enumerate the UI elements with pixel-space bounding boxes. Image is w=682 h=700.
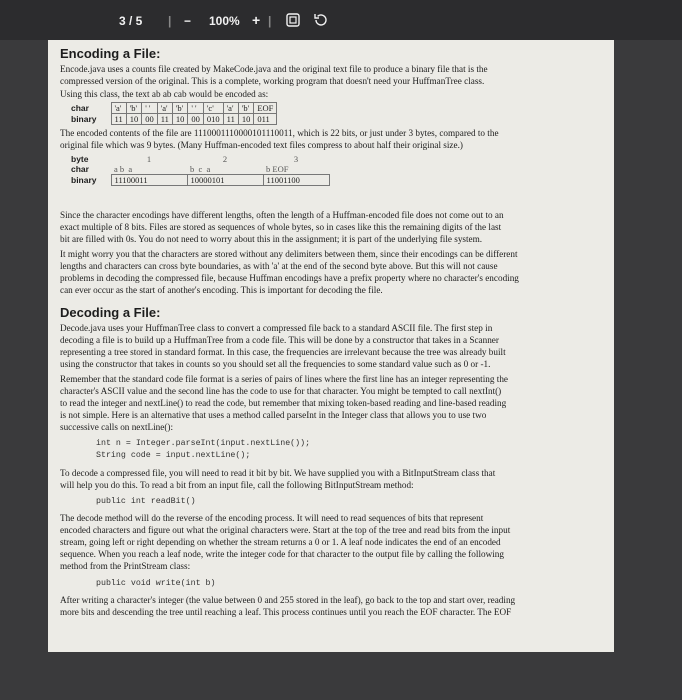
encoding-para1-line2: compressed version of the original. This is a complete, working program that doesn't need your HuffmanTree class. — [60, 76, 485, 86]
encoding-para3-line3: bit are filled with 0s. You do not need to worry about this in the assignment; it is part of the underlying file system. — [60, 234, 483, 244]
byte-number: 1 — [146, 154, 152, 164]
byte-label: byte — [71, 154, 89, 164]
code-cell: 010 — [203, 114, 223, 125]
decoding-para4-line1: The decode method will do the reverse of the encoding process. It will need to read sequences of bits that represent — [60, 513, 484, 523]
encoding-para4-line4: can ever occur as the start of another's encoding. This is important for decoding the file. — [60, 285, 383, 295]
code-cell: 011 — [254, 114, 277, 125]
char-cell: ' ' — [142, 103, 158, 114]
byte-number: 3 — [293, 154, 299, 164]
encoding-para1-line1: Encode.java uses a counts file created by MakeCode.java and the original text file to produce a binary file that is the — [60, 64, 488, 74]
decoding-para5-line2: more bits and descending the tree until reaching a leaf. This process continues until you reach the EOF character. The EOF — [60, 607, 512, 617]
code-cell: 10 — [126, 114, 142, 125]
char-cell: 'a' — [223, 103, 238, 114]
binary-label: binary — [71, 114, 97, 124]
char-cell: 'c' — [203, 103, 223, 114]
pdf-toolbar — [0, 0, 682, 40]
code-cell: 10 — [238, 114, 254, 125]
decoding-para2-line2: character's ASCII value and the second line has the code to use for that character. You might be tempted to call nextInt() — [60, 386, 502, 396]
code-cell: 10 — [172, 114, 188, 125]
decoding-para1-line3: representing a tree stored in standard format. In this case, the frequencies are irrelevant because the tree was already built — [60, 347, 506, 357]
byte-table — [68, 154, 330, 186]
byte-row — [68, 154, 329, 164]
decoding-para2-line4: is not simple. Here is an alternative that uses a method called parseInt in the Integer class that allows you to use two — [60, 410, 487, 420]
code-readbit: public int readBit() — [96, 497, 196, 506]
decoding-para4-line2: encoded characters and figure out what the original characters were. Start at the top of the tree and read bits from the input — [60, 525, 511, 535]
decoding-para5-line1: After writing a character's integer (the value between 0 and 255 stored in the leaf), go back to the top and start over, reading — [60, 595, 516, 605]
code-write: public void write(int b) — [96, 579, 216, 588]
page-indicator: 3 / 5 — [119, 14, 143, 28]
encoding-para3-line1: Since the character encodings have different lengths, often the length of a Huffman-encoded file does not come out to an — [60, 210, 504, 220]
byte-char-row — [68, 164, 329, 175]
code-cell: 00 — [188, 114, 204, 125]
section-title-encoding: Encoding a File: — [60, 46, 161, 61]
char-label: char — [71, 103, 89, 113]
binary-row — [68, 114, 277, 125]
toolbar-separator: | — [168, 14, 172, 28]
decoding-para4-line3: stream, going left or right depending on whether the stream returns a 0 or 1. A leaf node indicates the end of an encoded — [60, 537, 501, 547]
char-cell: 'b' — [126, 103, 142, 114]
document-page — [48, 40, 614, 652]
byte-chars: b EOF — [266, 164, 289, 174]
char-cell: EOF — [254, 103, 277, 114]
encoding-table — [68, 102, 277, 125]
decoding-para2-line1: Remember that the standard code file format is a series of pairs of lines where the first line has an integer representing the — [60, 374, 508, 384]
fit-page-icon[interactable] — [286, 13, 300, 32]
viewer-background — [0, 652, 682, 700]
char-row — [68, 103, 277, 114]
encoding-para2-line1: The encoded contents of the file are 1110001110000101110011, which is 22 bits, or just under 3 bytes, compared to the — [60, 128, 499, 138]
char-cell: 'a' — [157, 103, 172, 114]
section-title-decoding: Decoding a File: — [60, 305, 161, 320]
byte-binary-row — [68, 175, 329, 186]
encoding-para4-line3: problems in decoding the compressed file, because Huffman encodings have a prefix property where no character's encoding — [60, 273, 519, 283]
zoom-level: 100% — [209, 14, 240, 28]
byte-number: 2 — [222, 154, 228, 164]
code-cell: 11 — [223, 114, 238, 125]
decoding-para1-line2: decoding a file is to build up a HuffmanTree from a code file. This will be done by a constructor that takes in a Scanner — [60, 335, 499, 345]
char-cell: ' ' — [188, 103, 204, 114]
byte-chars: a b a — [114, 164, 133, 174]
encoding-para4-line1: It might worry you that the characters are stored without any delimiters between them, since their encodings can be different — [60, 249, 518, 259]
decoding-para1-line1: Decode.java uses your HuffmanTree class to convert a compressed file back to a standard ASCII file. The first step in — [60, 323, 493, 333]
char-cell: 'b' — [172, 103, 188, 114]
char-cell: 'b' — [238, 103, 254, 114]
code-cell: 00 — [142, 114, 158, 125]
decoding-para3-line2: will help you do this. To read a bit from an input file, call the following BitInputStream method: — [60, 480, 414, 490]
encoding-para1-line3: Using this class, the text ab ab cab would be encoded as: — [60, 89, 269, 99]
byte-binary: 10000101 — [187, 175, 263, 186]
decoding-para2-line5: successive calls on nextLine(): — [60, 422, 174, 432]
encoding-para3-line2: exact multiple of 8 bits. Files are stored as sequences of whole bytes, so in cases like this the remaining digits of the last — [60, 222, 502, 232]
byte-binary: 11100011 — [111, 175, 187, 186]
code-cell: 11 — [157, 114, 172, 125]
byte-binary-label: binary — [71, 175, 97, 185]
rotate-icon[interactable] — [313, 12, 329, 33]
encoding-para4-line2: lengths and characters can cross byte boundaries, as with 'a' at the end of the second byte above. But this will not cause — [60, 261, 498, 271]
zoom-out-button[interactable]: − — [184, 14, 192, 28]
byte-binary: 11001100 — [263, 175, 329, 186]
toolbar-separator-2: | — [268, 14, 272, 28]
decoding-para4-line4: sequence. When you reach a leaf node, write the integer code for that character to the output file by calling the following — [60, 549, 504, 559]
byte-chars: b c a — [190, 164, 211, 174]
byte-char-label: char — [71, 164, 89, 175]
decoding-para3-line1: To decode a compressed file, you will need to read it bit by bit. We have supplied you with a BitInputStream class that — [60, 468, 496, 478]
code-cell: 11 — [111, 114, 126, 125]
decoding-para4-line5: method from the PrintStream class: — [60, 561, 191, 571]
zoom-in-button[interactable]: + — [252, 12, 261, 28]
char-cell: 'a' — [111, 103, 126, 114]
code-parseint: int n = Integer.parseInt(input.nextLine()); — [96, 439, 311, 448]
code-nextline: String code = input.nextLine(); — [96, 451, 251, 460]
encoding-para2-line2: original file which was 9 bytes. (Many Huffman-encoded text files compress to about half their original size.) — [60, 140, 463, 150]
decoding-para1-line4: using the constructor that takes in counts so you should set all the frequencies to some standard value such as 0 or -1. — [60, 359, 491, 369]
decoding-para2-line3: to read the integer and nextLine() to read the code, but remember that mixing token-based reading and line-based reading — [60, 398, 507, 408]
